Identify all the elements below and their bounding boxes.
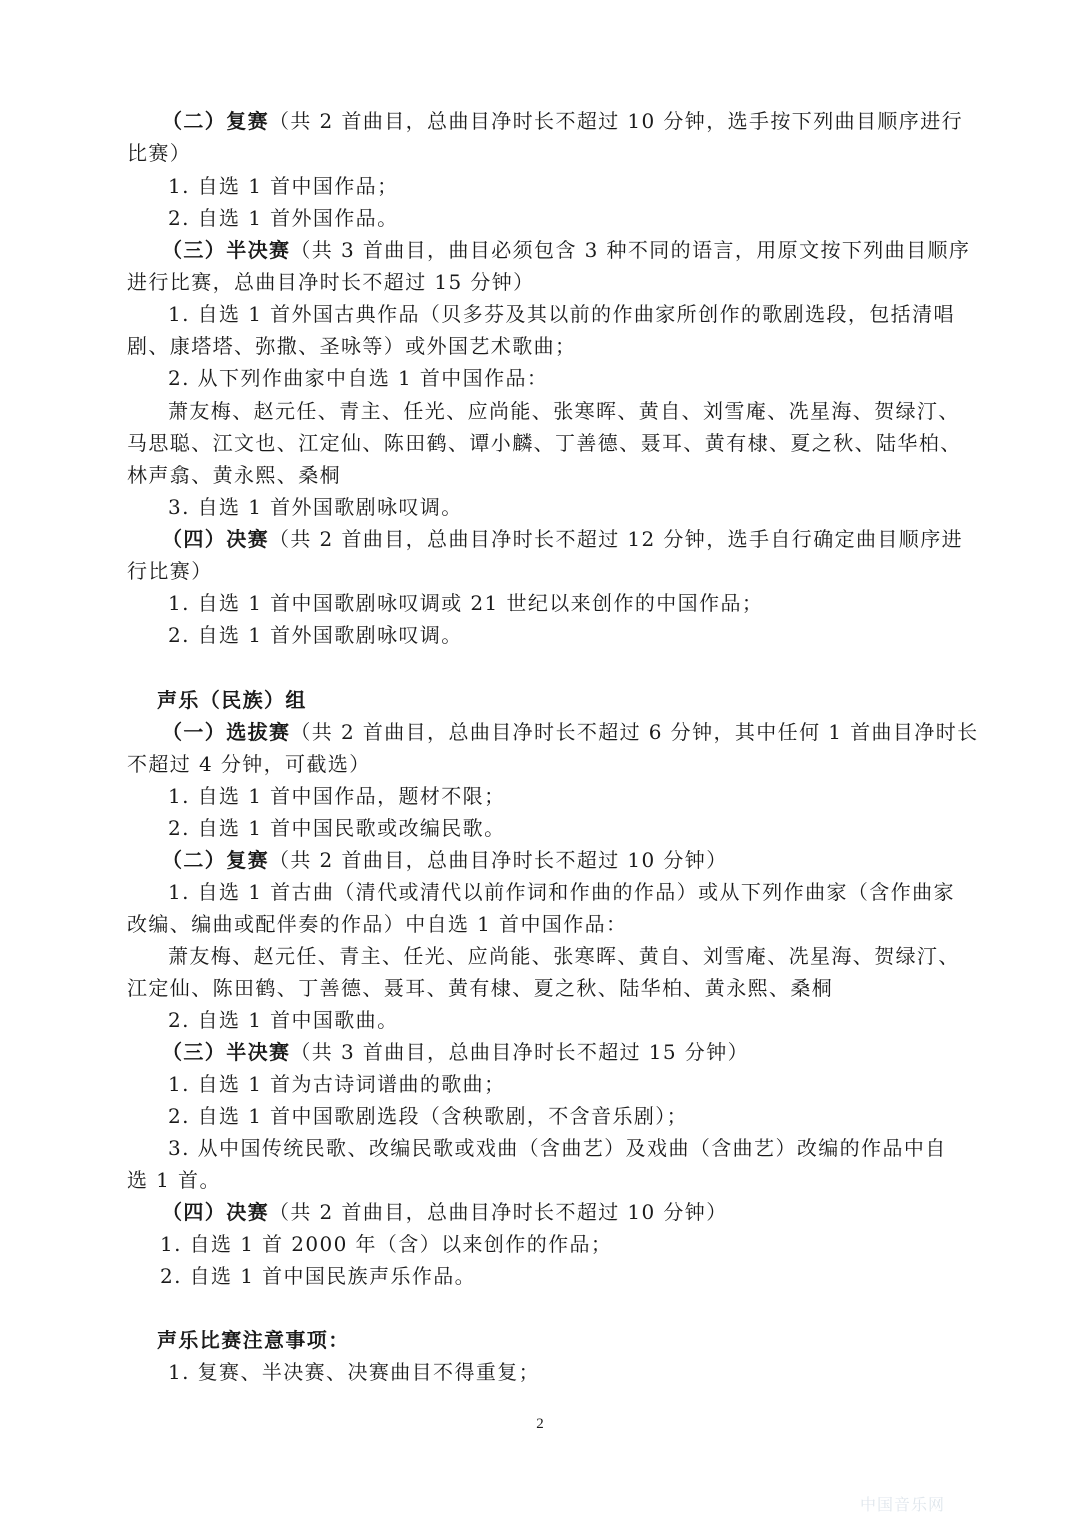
text-line bbox=[127, 750, 371, 778]
text-line bbox=[168, 172, 398, 200]
text-line bbox=[157, 1326, 350, 1354]
line-text: 2. 从下列作曲家中自选 1 首中国作品： bbox=[168, 366, 549, 390]
text-line bbox=[127, 332, 576, 360]
line-text: （共 2 首曲目，总曲目净时长不超过 10 分钟） bbox=[269, 1200, 728, 1224]
text-line bbox=[168, 300, 955, 328]
text-line bbox=[162, 236, 970, 264]
line-text: 行比赛） bbox=[127, 559, 213, 583]
line-text: 1. 复赛、半决赛、决赛曲目不得重复； bbox=[168, 1360, 541, 1384]
line-text: 林声翕、黄永熙、桑桐 bbox=[127, 463, 341, 487]
text-line bbox=[127, 429, 962, 457]
line-text: 2. 自选 1 首中国民族声乐作品。 bbox=[160, 1264, 477, 1288]
line-text: 江定仙、陈田鹤、丁善德、聂耳、黄有棣、夏之秋、陆华柏、黄永熙、桑桐 bbox=[127, 976, 834, 1000]
section-heading: 声乐（民族）组 bbox=[157, 688, 307, 712]
text-line bbox=[168, 1102, 688, 1130]
line-text: 比赛） bbox=[127, 141, 192, 165]
text-line bbox=[168, 493, 463, 521]
text-line bbox=[168, 589, 763, 617]
text-line bbox=[162, 525, 963, 553]
section-heading: （一）选拔赛 bbox=[162, 720, 291, 744]
line-text: 2. 自选 1 首中国歌剧选段（含秧歌剧，不含音乐剧）； bbox=[168, 1104, 689, 1128]
line-text: 1. 自选 1 首中国作品，题材不限； bbox=[168, 784, 506, 808]
line-text: （共 2 首曲目，总曲目净时长不超过 6 分钟，其中任何 1 首曲目净时长 bbox=[290, 720, 979, 744]
section-heading: 声乐比赛注意事项： bbox=[157, 1328, 350, 1352]
line-text: 1. 自选 1 首中国作品； bbox=[168, 174, 399, 198]
line-text: 3. 自选 1 首外国歌剧咏叹调。 bbox=[168, 495, 463, 519]
text-line bbox=[168, 1358, 540, 1386]
text-line bbox=[160, 1230, 612, 1258]
section-heading: （四）决赛 bbox=[162, 527, 269, 551]
text-line bbox=[168, 364, 548, 392]
line-text: 萧友梅、赵元任、青主、任光、应尚能、张寒晖、黄自、刘雪庵、冼星海、贺绿汀、 bbox=[168, 944, 960, 968]
text-line bbox=[168, 1006, 398, 1034]
line-text: 2. 自选 1 首中国歌曲。 bbox=[168, 1008, 399, 1032]
text-line bbox=[127, 910, 627, 938]
line-text: 萧友梅、赵元任、青主、任光、应尚能、张寒晖、黄自、刘雪庵、冼星海、贺绿汀、 bbox=[168, 399, 960, 423]
line-text: （共 3 首曲目，总曲目净时长不超过 15 分钟） bbox=[290, 1040, 750, 1064]
line-text: 不超过 4 分钟，可截选） bbox=[127, 752, 371, 776]
text-line bbox=[162, 846, 728, 874]
text-line bbox=[162, 1198, 728, 1226]
line-text: 2. 自选 1 首外国作品。 bbox=[168, 206, 399, 230]
text-line bbox=[160, 1262, 476, 1290]
text-line bbox=[168, 1134, 947, 1162]
text-line bbox=[168, 782, 505, 810]
text-line bbox=[157, 686, 307, 714]
line-text: 1. 自选 1 首中国歌剧咏叹调或 21 世纪以来创作的中国作品； bbox=[168, 591, 764, 615]
text-line bbox=[127, 461, 341, 489]
line-text: （共 2 首曲目，总曲目净时长不超过 12 分钟，选手自行确定曲目顺序进 bbox=[269, 527, 964, 551]
text-line bbox=[162, 1038, 749, 1066]
watermark-logo: 中国音乐网 bbox=[860, 1495, 946, 1514]
section-heading: （二）复赛 bbox=[162, 848, 269, 872]
line-text: 马思聪、江文也、江定仙、陈田鹤、谭小麟、丁善德、聂耳、黄有棣、夏之秋、陆华柏、 bbox=[127, 431, 962, 455]
section-heading: （四）决赛 bbox=[162, 1200, 269, 1224]
text-line bbox=[168, 1070, 505, 1098]
line-text: 进行比赛，总曲目净时长不超过 15 分钟） bbox=[127, 270, 535, 294]
text-line bbox=[168, 942, 960, 970]
text-line bbox=[127, 139, 191, 167]
page-number: 2 bbox=[536, 1416, 544, 1432]
line-text: 2. 自选 1 首中国民歌或改编民歌。 bbox=[168, 816, 506, 840]
line-text: 1. 自选 1 首古曲（清代或清代以前作词和作曲的作品）或从下列作曲家（含作曲家 bbox=[168, 880, 955, 904]
line-text: 剧、康塔塔、弥撒、圣咏等）或外国艺术歌曲； bbox=[127, 334, 577, 358]
text-line bbox=[162, 718, 979, 746]
line-text: （共 2 首曲目，总曲目净时长不超过 10 分钟） bbox=[269, 848, 728, 872]
text-line bbox=[127, 1166, 221, 1194]
line-text: 1. 自选 1 首 2000 年（含）以来创作的作品； bbox=[160, 1232, 613, 1256]
text-line bbox=[168, 204, 398, 232]
text-line bbox=[168, 878, 955, 906]
section-heading: （三）半决赛 bbox=[162, 1040, 291, 1064]
section-heading: （三）半决赛 bbox=[162, 238, 291, 262]
text-line bbox=[127, 268, 535, 296]
text-line bbox=[168, 397, 960, 425]
text-line bbox=[168, 621, 463, 649]
text-line bbox=[162, 107, 963, 135]
line-text: 2. 自选 1 首外国歌剧咏叹调。 bbox=[168, 623, 463, 647]
line-text: 1. 自选 1 首外国古典作品（贝多芬及其以前的作曲家所创作的歌剧选段，包括清唱 bbox=[168, 302, 955, 326]
text-line bbox=[127, 974, 833, 1002]
section-heading: （二）复赛 bbox=[162, 109, 269, 133]
line-text: 1. 自选 1 首为古诗词谱曲的歌曲； bbox=[168, 1072, 506, 1096]
text-line bbox=[127, 557, 213, 585]
line-text: 改编、编曲或配伴奏的作品）中自选 1 首中国作品： bbox=[127, 912, 628, 936]
line-text: （共 3 首曲目，曲目必须包含 3 种不同的语言，用原文按下列曲目顺序 bbox=[290, 238, 971, 262]
line-text: （共 2 首曲目，总曲目净时长不超过 10 分钟，选手按下列曲目顺序进行 bbox=[269, 109, 964, 133]
line-text: 选 1 首。 bbox=[127, 1168, 221, 1192]
line-text: 3. 从中国传统民歌、改编民歌或戏曲（含曲艺）及戏曲（含曲艺）改编的作品中自 bbox=[168, 1136, 947, 1160]
text-line bbox=[168, 814, 505, 842]
